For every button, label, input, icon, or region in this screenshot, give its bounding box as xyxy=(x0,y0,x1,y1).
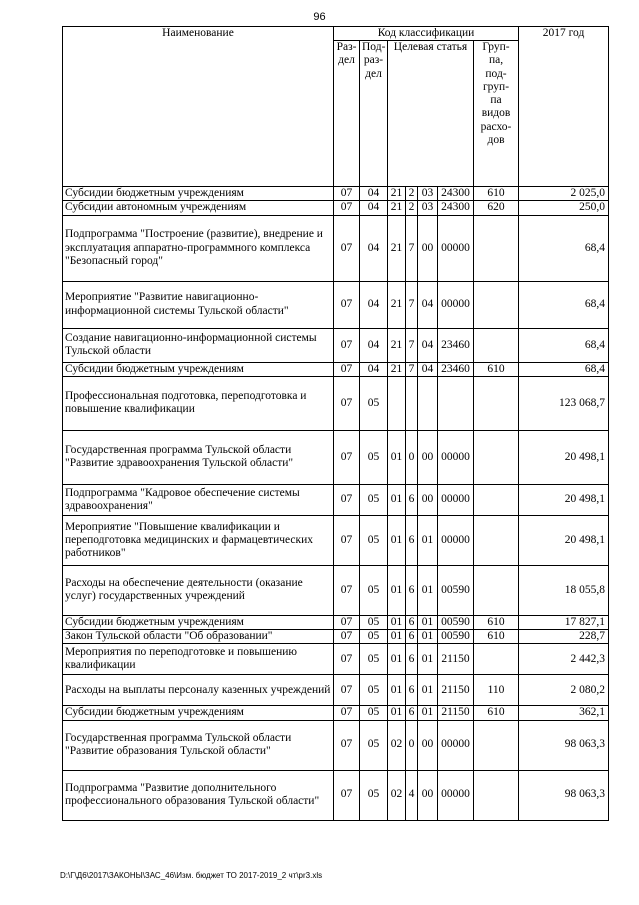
row-amount: 20 498,1 xyxy=(519,484,609,515)
row-target-program: 01 xyxy=(388,630,406,644)
row-target-subprogram: 2 xyxy=(406,187,418,201)
row-name: Закон Тульской области "Об образовании" xyxy=(63,630,334,644)
row-target-direction: 00000 xyxy=(438,720,474,770)
row-target-direction: 21150 xyxy=(438,675,474,706)
row-expense-type xyxy=(474,565,519,615)
row-target-direction: 23460 xyxy=(438,328,474,362)
row-expense-type xyxy=(474,515,519,565)
row-target-direction: 23460 xyxy=(438,362,474,376)
row-target-program: 01 xyxy=(388,706,406,720)
row-subsection: 05 xyxy=(360,675,388,706)
header-subsection: Под- раз- дел xyxy=(360,41,388,187)
row-amount: 123 068,7 xyxy=(519,376,609,430)
row-target-program: 01 xyxy=(388,644,406,675)
row-expense-type: 620 xyxy=(474,201,519,215)
row-target-direction: 00000 xyxy=(438,484,474,515)
table-row xyxy=(63,281,609,328)
row-subsection: 05 xyxy=(360,630,388,644)
row-subsection: 05 xyxy=(360,720,388,770)
row-target-subprogram xyxy=(406,376,418,430)
row-subsection: 04 xyxy=(360,362,388,376)
row-section: 07 xyxy=(334,706,360,720)
row-expense-type xyxy=(474,281,519,328)
row-amount: 68,4 xyxy=(519,328,609,362)
row-target-activity: 00 xyxy=(418,215,438,281)
table-row xyxy=(63,187,609,201)
row-name: Государственная программа Тульской области "Развитие образования Тульской области" xyxy=(63,720,334,770)
row-expense-type: 610 xyxy=(474,362,519,376)
row-target-activity xyxy=(418,376,438,430)
row-amount: 2 025,0 xyxy=(519,187,609,201)
row-name: Профессиональная подготовка, переподготовка и повышение квалификации xyxy=(63,376,334,430)
row-amount: 68,4 xyxy=(519,362,609,376)
row-expense-type xyxy=(474,644,519,675)
row-target-activity: 01 xyxy=(418,706,438,720)
row-target-activity: 00 xyxy=(418,770,438,820)
row-target-activity: 00 xyxy=(418,484,438,515)
row-target-direction: 00590 xyxy=(438,565,474,615)
table-row xyxy=(63,328,609,362)
table-row xyxy=(63,215,609,281)
row-target-program: 01 xyxy=(388,515,406,565)
row-subsection: 05 xyxy=(360,484,388,515)
row-target-direction: 00000 xyxy=(438,281,474,328)
row-expense-type xyxy=(474,215,519,281)
row-name: Субсидии автономным учреждениям xyxy=(63,201,334,215)
row-target-subprogram: 7 xyxy=(406,328,418,362)
row-target-activity: 01 xyxy=(418,644,438,675)
row-target-program: 21 xyxy=(388,328,406,362)
row-amount: 98 063,3 xyxy=(519,720,609,770)
row-name: Субсидии бюджетным учреждениям xyxy=(63,615,334,629)
row-target-direction: 00000 xyxy=(438,515,474,565)
row-amount: 250,0 xyxy=(519,201,609,215)
row-target-subprogram: 6 xyxy=(406,515,418,565)
row-target-subprogram: 6 xyxy=(406,630,418,644)
table-row xyxy=(63,484,609,515)
table-row xyxy=(63,720,609,770)
table-row xyxy=(63,362,609,376)
row-expense-type: 110 xyxy=(474,675,519,706)
row-section: 07 xyxy=(334,376,360,430)
row-section: 07 xyxy=(334,644,360,675)
footer-file-path: D:\Г\Д6\2017\ЗАКОНЫ\ЗАС_46\Изм. бюджет ТО 2017-2019_2 чт\pr3.xls xyxy=(60,871,323,880)
row-expense-type xyxy=(474,328,519,362)
row-target-direction: 00000 xyxy=(438,215,474,281)
row-expense-type: 610 xyxy=(474,615,519,629)
row-target-direction: 24300 xyxy=(438,187,474,201)
row-subsection: 04 xyxy=(360,201,388,215)
table-row xyxy=(63,201,609,215)
table-body xyxy=(63,187,609,820)
row-target-program: 21 xyxy=(388,362,406,376)
row-target-subprogram: 0 xyxy=(406,430,418,484)
row-target-subprogram: 6 xyxy=(406,675,418,706)
row-expense-type: 610 xyxy=(474,706,519,720)
row-name: Расходы на обеспечение деятельности (оказание услуг) государственных учреждений xyxy=(63,565,334,615)
table-row xyxy=(63,706,609,720)
row-section: 07 xyxy=(334,630,360,644)
table-row xyxy=(63,644,609,675)
row-target-activity: 04 xyxy=(418,281,438,328)
row-subsection: 05 xyxy=(360,565,388,615)
row-amount: 17 827,1 xyxy=(519,615,609,629)
row-expense-type xyxy=(474,484,519,515)
row-target-direction: 21150 xyxy=(438,706,474,720)
row-target-subprogram: 6 xyxy=(406,565,418,615)
row-section: 07 xyxy=(334,201,360,215)
row-target-activity: 01 xyxy=(418,565,438,615)
row-expense-type xyxy=(474,770,519,820)
header-code-group: Код классификации xyxy=(334,27,519,41)
row-target-subprogram: 6 xyxy=(406,484,418,515)
table-header xyxy=(63,27,609,187)
row-expense-type xyxy=(474,430,519,484)
row-target-direction: 00590 xyxy=(438,615,474,629)
row-target-activity: 03 xyxy=(418,201,438,215)
row-subsection: 04 xyxy=(360,187,388,201)
row-name: Субсидии бюджетным учреждениям xyxy=(63,362,334,376)
row-subsection: 05 xyxy=(360,430,388,484)
table-row xyxy=(63,675,609,706)
row-name: Подпрограмма "Построение (развитие), внедрение и эксплуатация аппаратно-программного комплекса "Безопасный город" xyxy=(63,215,334,281)
row-amount: 228,7 xyxy=(519,630,609,644)
row-subsection: 05 xyxy=(360,376,388,430)
row-name: Создание навигационно-информационной системы Тульской области xyxy=(63,328,334,362)
row-target-activity: 01 xyxy=(418,515,438,565)
row-target-activity: 01 xyxy=(418,630,438,644)
header-year: 2017 год xyxy=(519,27,609,187)
row-amount: 98 063,3 xyxy=(519,770,609,820)
row-target-program: 01 xyxy=(388,675,406,706)
table-row xyxy=(63,630,609,644)
row-name: Субсидии бюджетным учреждениям xyxy=(63,187,334,201)
row-name: Мероприятия по переподготовке и повышению квалификации xyxy=(63,644,334,675)
row-section: 07 xyxy=(334,770,360,820)
header-target-article: Целевая статья xyxy=(388,41,474,187)
row-target-activity: 00 xyxy=(418,430,438,484)
table-row xyxy=(63,376,609,430)
row-name: Расходы на выплаты персоналу казенных учреждений xyxy=(63,675,334,706)
row-name: Субсидии бюджетным учреждениям xyxy=(63,706,334,720)
row-section: 07 xyxy=(334,615,360,629)
row-target-direction xyxy=(438,376,474,430)
row-section: 07 xyxy=(334,215,360,281)
row-target-program: 01 xyxy=(388,565,406,615)
budget-table xyxy=(62,26,609,821)
row-target-activity: 03 xyxy=(418,187,438,201)
row-amount: 362,1 xyxy=(519,706,609,720)
row-target-activity: 01 xyxy=(418,615,438,629)
row-target-direction: 00000 xyxy=(438,430,474,484)
row-section: 07 xyxy=(334,515,360,565)
table-row xyxy=(63,565,609,615)
row-expense-type: 610 xyxy=(474,630,519,644)
row-section: 07 xyxy=(334,565,360,615)
row-target-activity: 04 xyxy=(418,328,438,362)
row-subsection: 05 xyxy=(360,644,388,675)
row-target-subprogram: 0 xyxy=(406,720,418,770)
table-row xyxy=(63,770,609,820)
row-target-subprogram: 6 xyxy=(406,615,418,629)
row-expense-type xyxy=(474,376,519,430)
row-amount: 2 080,2 xyxy=(519,675,609,706)
row-expense-type: 610 xyxy=(474,187,519,201)
row-section: 07 xyxy=(334,328,360,362)
row-section: 07 xyxy=(334,484,360,515)
row-amount: 20 498,1 xyxy=(519,515,609,565)
row-subsection: 05 xyxy=(360,515,388,565)
row-name: Подпрограмма "Развитие дополнительного профессионального образования Тульской области" xyxy=(63,770,334,820)
row-target-subprogram: 6 xyxy=(406,644,418,675)
row-target-activity: 00 xyxy=(418,720,438,770)
row-name: Государственная программа Тульской области "Развитие здравоохранения Тульской области" xyxy=(63,430,334,484)
row-amount: 68,4 xyxy=(519,281,609,328)
row-target-program: 02 xyxy=(388,720,406,770)
row-section: 07 xyxy=(334,720,360,770)
row-name: Мероприятие "Повышение квалификации и переподготовка медицинских и фармацевтических работников" xyxy=(63,515,334,565)
row-target-program: 01 xyxy=(388,615,406,629)
row-target-program xyxy=(388,376,406,430)
row-name: Подпрограмма "Кадровое обеспечение системы здравоохранения" xyxy=(63,484,334,515)
row-subsection: 05 xyxy=(360,706,388,720)
row-target-program: 21 xyxy=(388,215,406,281)
row-name: Мероприятие "Развитие навигационно-информационной системы Тульской области" xyxy=(63,281,334,328)
row-section: 07 xyxy=(334,281,360,328)
row-target-activity: 01 xyxy=(418,675,438,706)
row-target-direction: 00000 xyxy=(438,770,474,820)
row-section: 07 xyxy=(334,362,360,376)
row-target-program: 02 xyxy=(388,770,406,820)
row-amount: 20 498,1 xyxy=(519,430,609,484)
page-number: 96 xyxy=(313,11,326,23)
row-target-direction: 24300 xyxy=(438,201,474,215)
row-subsection: 04 xyxy=(360,281,388,328)
row-target-program: 01 xyxy=(388,484,406,515)
header-section: Раз- дел xyxy=(334,41,360,187)
row-subsection: 05 xyxy=(360,770,388,820)
row-target-activity: 04 xyxy=(418,362,438,376)
row-target-program: 01 xyxy=(388,430,406,484)
row-amount: 18 055,8 xyxy=(519,565,609,615)
row-subsection: 04 xyxy=(360,215,388,281)
header-name: Наименование xyxy=(63,27,334,187)
header-expense-group: Груп- па, под- груп- па видов расхо- дов xyxy=(474,41,519,187)
row-target-direction: 21150 xyxy=(438,644,474,675)
row-target-subprogram: 7 xyxy=(406,215,418,281)
table-row xyxy=(63,615,609,629)
row-target-program: 21 xyxy=(388,201,406,215)
row-amount: 68,4 xyxy=(519,215,609,281)
row-section: 07 xyxy=(334,675,360,706)
row-target-subprogram: 6 xyxy=(406,706,418,720)
row-target-subprogram: 7 xyxy=(406,281,418,328)
row-subsection: 04 xyxy=(360,328,388,362)
row-target-subprogram: 2 xyxy=(406,201,418,215)
row-subsection: 05 xyxy=(360,615,388,629)
row-target-subprogram: 7 xyxy=(406,362,418,376)
row-target-direction: 00590 xyxy=(438,630,474,644)
row-target-subprogram: 4 xyxy=(406,770,418,820)
table-row xyxy=(63,430,609,484)
table-row xyxy=(63,515,609,565)
row-target-program: 21 xyxy=(388,187,406,201)
row-section: 07 xyxy=(334,187,360,201)
row-expense-type xyxy=(474,720,519,770)
row-section: 07 xyxy=(334,430,360,484)
row-amount: 2 442,3 xyxy=(519,644,609,675)
row-target-program: 21 xyxy=(388,281,406,328)
